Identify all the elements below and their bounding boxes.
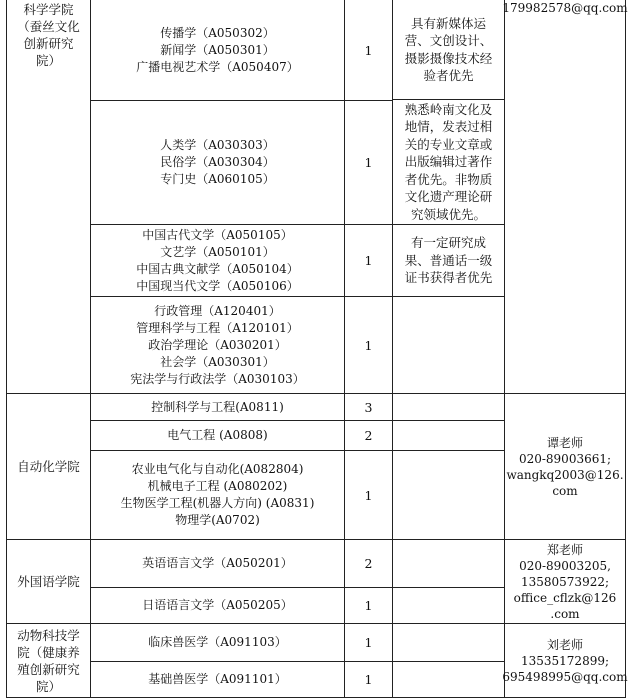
- contact-email: wangkq2003@126.: [506, 467, 624, 482]
- contact-info: [502, 0, 628, 16]
- major-item: 农业电气化与自动化(A082804): [131, 462, 304, 476]
- major-item: 中国古代文学（A050105）: [142, 227, 293, 242]
- note-line: 究领域优先。: [410, 206, 486, 222]
- note-line: 摄影摄像技术经: [404, 50, 493, 66]
- major-list: [91, 624, 344, 661]
- contact-name: 郑老师: [546, 542, 583, 557]
- major-item: 中国古典文献学（A050104）: [136, 261, 299, 276]
- department-name-line: 院）: [35, 678, 61, 694]
- major-list: [91, 662, 344, 697]
- major-item: 行政管理（A120401）: [154, 303, 281, 318]
- grid-line: [625, 0, 626, 698]
- note-line: 证书获得者优先: [404, 270, 493, 286]
- contact-email: com: [552, 483, 578, 498]
- note-line: 营、文创设计、: [404, 33, 493, 48]
- major-list: [91, 0, 344, 100]
- department-name: [7, 540, 90, 623]
- major-list: [91, 588, 344, 623]
- major-item: 传播学（A050302）: [160, 25, 275, 40]
- requirement-note: [393, 225, 504, 296]
- contact-email: .com: [550, 606, 580, 621]
- note-line: 果、普通话一级: [404, 252, 493, 268]
- major-item: 专门史（A060105）: [160, 172, 275, 186]
- major-list: [91, 101, 344, 224]
- position-count: [345, 297, 392, 393]
- department-name-line: 动物科技学: [17, 627, 80, 643]
- major-item: 中国现当代文学（A050106）: [136, 278, 299, 293]
- position-count: [345, 101, 392, 224]
- count-value: 3: [364, 399, 373, 415]
- department-name: [7, 0, 90, 70]
- contact-info: [505, 540, 625, 623]
- contact-phone: 13535172899;: [520, 653, 610, 668]
- contact-info: [505, 394, 625, 539]
- note-line: 熟悉岭南文化及: [404, 101, 493, 117]
- major-item: 新闻学（A050301）: [160, 42, 275, 57]
- contact-name: 刘老师: [546, 637, 583, 652]
- major-item: 管理科学与工程（A120101）: [136, 320, 299, 335]
- department-name-line: 创新研究: [23, 36, 74, 51]
- major-list: [91, 297, 344, 393]
- major-list: [91, 451, 344, 539]
- note-line: 文化遗产理论研: [404, 189, 493, 205]
- count-value: 1: [364, 487, 373, 503]
- note-line: 关的专业文章或: [404, 136, 493, 152]
- count-value: 1: [364, 155, 373, 170]
- note-line: 验者优先: [423, 68, 474, 83]
- department-name-line: （蚕丝文化: [17, 19, 80, 34]
- major-item: 宪法学与行政法学（A030103）: [130, 371, 305, 386]
- position-count: [345, 451, 392, 539]
- major-list: [91, 540, 344, 587]
- count-value: 1: [364, 672, 373, 687]
- department-name: [7, 394, 90, 539]
- position-count: [345, 0, 392, 100]
- department-name-line: 院）: [35, 53, 61, 68]
- major-item: 民俗学（A030304）: [160, 155, 275, 169]
- major-item: 生物医学工程(机器人方向) (A0831): [120, 496, 315, 510]
- department-name-line: 院（健康养: [17, 644, 80, 660]
- contact-email: office_cflzk@126: [513, 590, 617, 605]
- count-value: 1: [364, 42, 373, 58]
- position-count: [345, 394, 392, 420]
- department-name-line: 外国语学院: [17, 574, 80, 589]
- count-value: 1: [364, 598, 373, 613]
- major-item: 电气工程 (A0808): [167, 428, 268, 442]
- note-line: 者优先。非物质: [404, 171, 493, 187]
- major-item: 基础兽医学（A091101）: [148, 672, 287, 686]
- department-name-line: 科学学院: [23, 2, 74, 17]
- position-count: [345, 540, 392, 587]
- major-list: [91, 225, 344, 296]
- major-list: [91, 421, 344, 450]
- contact-phone: 020-89003205,: [519, 558, 611, 573]
- requirement-note: [393, 100, 504, 224]
- count-value: 2: [364, 428, 373, 443]
- major-item: 政治学理论（A030201）: [148, 337, 287, 352]
- count-value: 1: [364, 635, 373, 650]
- major-item: 机械电子工程 (A080202): [147, 479, 288, 493]
- department-name: [7, 624, 90, 697]
- count-value: 1: [364, 253, 373, 268]
- major-item: 英语语言文学（A050201）: [142, 556, 293, 570]
- major-list: [91, 394, 344, 420]
- requirement-note: [393, 0, 504, 99]
- major-item: 文艺学（A050101）: [160, 244, 275, 259]
- position-count: [345, 624, 392, 661]
- major-item: 广播电视艺术学（A050407）: [136, 59, 299, 74]
- count-value: 2: [364, 556, 373, 571]
- contact-phone: 13580573922;: [520, 574, 610, 589]
- position-count: [345, 421, 392, 450]
- contact-name: 谭老师: [546, 435, 583, 450]
- contact-info: [502, 624, 628, 697]
- department-name-line: 殖创新研究: [17, 661, 80, 677]
- note-line: 有一定研究成: [410, 235, 486, 251]
- major-item: 控制科学与工程(A0811): [151, 399, 284, 414]
- major-item: 临床兽医学（A091103）: [148, 635, 287, 649]
- position-count: [345, 225, 392, 296]
- note-line: 出版编辑过著作: [404, 154, 493, 170]
- contact-email: 179982578@qq.com: [502, 1, 628, 15]
- contact-email: 695498995@qq.com: [502, 669, 628, 684]
- count-value: 1: [364, 337, 373, 353]
- contact-phone: 020-89003661;: [518, 451, 612, 466]
- major-item: 社会学（A030301）: [160, 354, 275, 369]
- major-item: 日语语言文学（A050205）: [142, 598, 293, 612]
- position-count: [345, 662, 392, 697]
- note-line: 地情，发表过相: [404, 119, 493, 135]
- note-line: 具有新媒体运: [410, 15, 486, 31]
- major-item: 物理学(A0702): [175, 513, 260, 527]
- department-name-line: 自动化学院: [17, 459, 80, 474]
- position-count: [345, 588, 392, 623]
- major-item: 人类学（A030303）: [160, 138, 275, 152]
